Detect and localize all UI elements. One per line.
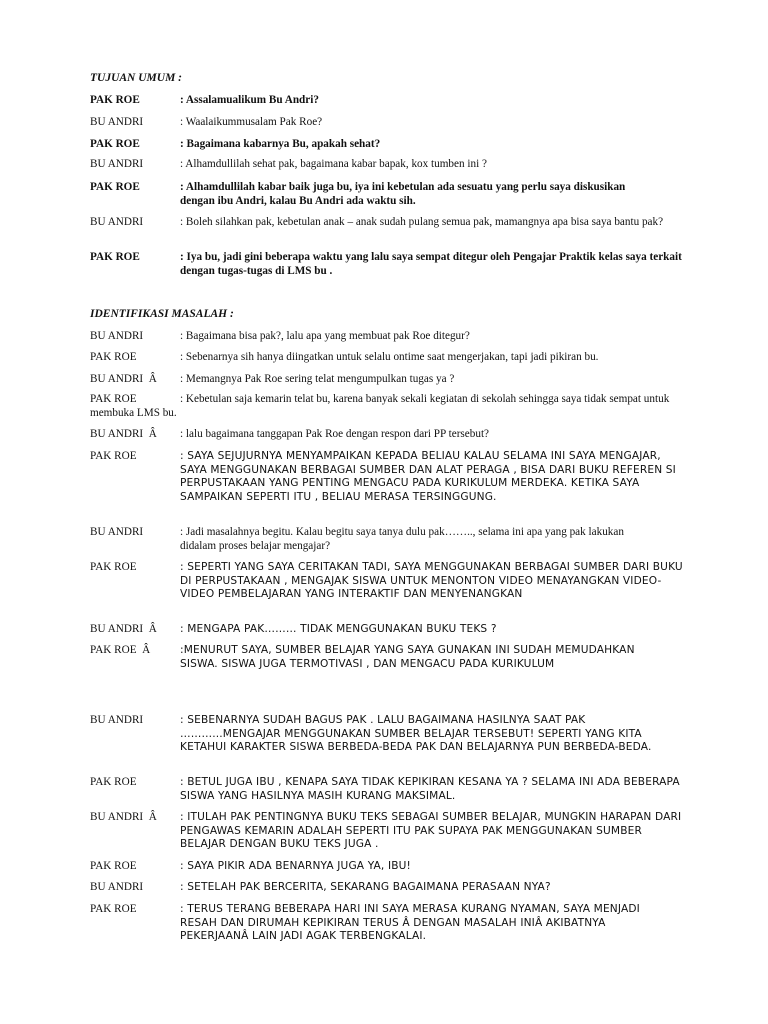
- speaker-label: BU ANDRI: [90, 330, 144, 342]
- dialog-line: [90, 216, 690, 230]
- speaker-label: BU ANDRI: [90, 881, 144, 893]
- dialog-text: : Alhamdullilah kabar baik juga bu, iya ini kebetulan ada sesuatu yang perlu saya diskusikan dengan ibu Andri, kalau Bu Andri ada waktu sih.: [180, 181, 626, 207]
- dialog-line: [90, 330, 690, 344]
- speaker-label: PAK ROE: [90, 860, 137, 872]
- dialog-line: [90, 94, 690, 108]
- dialog-text: : SETELAH PAK BERCERITA, SEKARANG BAGAIMANA PERASAAN NYA?: [180, 881, 551, 893]
- speaker-label: BU ANDRI: [90, 714, 144, 726]
- dialog-line: [90, 116, 690, 130]
- speaker-label: PAK ROE: [90, 181, 140, 193]
- speaker-label: BU ANDRI Â: [90, 811, 157, 823]
- dialog-line: [90, 450, 685, 504]
- dialog-text: : SAYA PIKIR ADA BENARNYA JUGA YA, IBU!: [180, 860, 411, 872]
- speaker-label: BU ANDRI: [90, 116, 144, 128]
- speaker-label: BU ANDRI: [90, 526, 144, 538]
- speaker-label: PAK ROE: [90, 450, 137, 462]
- dialog-text: : lalu bagaimana tanggapan Pak Roe dengan respon dari PP tersebut?: [180, 428, 490, 440]
- dialog-text: : Iya bu, jadi gini beberapa waktu yang lalu saya sempat ditegur oleh Pengajar Praktik kelas saya terkait dengan tugas-tugas di LMS bu .: [180, 251, 682, 277]
- dialog-line: [90, 181, 670, 208]
- dialog-text: : Bagaimana kabarnya Bu, apakah sehat?: [180, 138, 381, 150]
- dialog-text: : Assalamualikum Bu Andri?: [180, 94, 319, 106]
- dialog-line: [90, 158, 690, 172]
- speaker-label: BU ANDRI Â: [90, 428, 157, 440]
- dialog-line: [90, 714, 685, 755]
- dialog-line: [90, 373, 690, 387]
- speaker-label: BU ANDRI: [90, 158, 144, 170]
- dialog-text: : SEBENARNYA SUDAH BAGUS PAK . LALU BAGAIMANA HASILNYA SAAT PAK ………...MENGAJAR MENGGUNAKAN SUMBER BELAJAR TERSEBUT! SEPERTI YANG KITA KETAHUI KARAKTER SISWA BERBEDA-BEDA PAK DAN BELAJARNYA PUN BERBEDA-BEDA.: [180, 714, 652, 754]
- speaker-label: BU ANDRI Â: [90, 623, 157, 635]
- dialog-text: : Boleh silahkan pak, kebetulan anak – anak sudah pulang semua pak, mamangnya apa bisa saya bantu pak?: [180, 216, 664, 228]
- dialog-text: : Waalaikummusalam Pak Roe?: [180, 116, 323, 128]
- dialog-line: [90, 881, 690, 895]
- speaker-label: PAK ROE: [90, 561, 137, 573]
- dialog-line: [90, 903, 670, 944]
- dialog-line: [90, 251, 690, 278]
- dialog-line: [90, 428, 690, 442]
- dialog-text: : Bagaimana bisa pak?, lalu apa yang membuat pak Roe ditegur?: [180, 330, 470, 342]
- dialog-text: : MENGAPA PAK……… TIDAK MENGGUNAKAN BUKU TEKS ?: [180, 623, 497, 635]
- speaker-label: BU ANDRI: [90, 216, 144, 228]
- dialog-text: : Kebetulan saja kemarin telat bu, karena banyak sekali kegiatan di sekolah sehingga saya tidak sempat untuk membuka LMS bu.: [90, 393, 670, 419]
- speaker-label: BU ANDRI Â: [90, 373, 157, 385]
- speaker-label: PAK ROE: [90, 94, 140, 106]
- dialog-text: : TERUS TERANG BEBERAPA HARI INI SAYA MERASA KURANG NYAMAN, SAYA MENJADI RESAH DAN DIRUMAH KEPIKIRAN TERUS Â DENGAN MASALAH INIÂ AKIBATNYA PEKERJAANÂ LAIN JADI AGAK TERBENGKALAI.: [180, 903, 640, 943]
- dialog-text: : SAYA SEJUJURNYA MENYAMPAIKAN KEPADA BELIAU KALAU SELAMA INI SAYA MENGAJAR, SAYA MENGGUNAKAN BERBAGAI SUMBER DAN ALAT PERAGA , BISA DARI BUKU REFEREN SI PERPUSTAKAAN YANG PENTING MENGACU PADA KURIKULUM MERDEKA. KETIKA SAYA SAMPAIKAN SEPERTI ITU , BELIAU MERASA TERSINGGUNG.: [180, 450, 676, 503]
- speaker-label: PAK ROE: [90, 251, 140, 263]
- dialog-line: [90, 776, 685, 803]
- dialog-text: : Jadi masalahnya begitu. Kalau begitu saya tanya dulu pak…….., selama ini apa yang pak lakukan didalam proses belajar mengajar?: [180, 526, 624, 552]
- dialog-text: : BETUL JUGA IBU , KENAPA SAYA TIDAK KEPIKIRAN KESANA YA ? SELAMA INI ADA BEBERAPA SISWA YANG HASILNYA MASIH KURANG MAKSIMAL.: [180, 776, 680, 802]
- dialog-line: [90, 623, 690, 637]
- dialog-line: [90, 561, 685, 602]
- speaker-label: PAK ROE: [90, 351, 137, 363]
- speaker-label: PAK ROE: [90, 903, 137, 915]
- dialog-line: [90, 138, 690, 152]
- dialog-line: [90, 860, 690, 874]
- speaker-label: PAK ROE: [90, 776, 137, 788]
- dialog-text: : Sebenarnya sih hanya diingatkan untuk selalu ontime saat mengerjakan, tapi jadi pikiran bu.: [180, 351, 599, 363]
- dialog-line: [90, 644, 635, 671]
- speaker-label: PAK ROE: [90, 393, 137, 405]
- dialog-text: :MENURUT SAYA, SUMBER BELAJAR YANG SAYA GUNAKAN INI SUDAH MEMUDAHKAN SISWA. SISWA JUGA TERMOTIVASI , DAN MENGACU PADA KURIKULUM: [180, 644, 635, 670]
- dialog-text: : Alhamdullilah sehat pak, bagaimana kabar bapak, kox tumben ini ?: [180, 158, 487, 170]
- heading-identifikasi-masalah: IDENTIFIKASI MASALAH :: [90, 308, 234, 320]
- speaker-label: PAK ROE: [90, 138, 140, 150]
- dialog-line: [90, 526, 650, 553]
- dialog-text: : SEPERTI YANG SAYA CERITAKAN TADI, SAYA MENGGUNAKAN BERBAGAI SUMBER DARI BUKU DI PERPUSTAKAAN , MENGAJAK SISWA UNTUK MENONTON VIDEO MENAYANGKAN VIDEO-VIDEO PEMBELAJARAN YANG INTERAKTIF DAN MENYENANGKAN: [180, 561, 683, 601]
- dialog-line: [90, 811, 685, 852]
- speaker-label: PAK ROE Â: [90, 644, 151, 656]
- dialog-line: [90, 393, 690, 420]
- heading-tujuan-umum: TUJUAN UMUM :: [90, 72, 182, 84]
- dialog-text: : Memangnya Pak Roe sering telat mengumpulkan tugas ya ?: [180, 373, 455, 385]
- dialog-line: [90, 351, 690, 365]
- dialog-text: : ITULAH PAK PENTINGNYA BUKU TEKS SEBAGAI SUMBER BELAJAR, MUNGKIN HARAPAN DARI PENGAWAS KEMARIN ADALAH SEPERTI ITU PAK SUPAYA PAK MENGGUNAKAN SUMBER BELAJAR DENGAN BUKU TEKS JUGA .: [180, 811, 682, 851]
